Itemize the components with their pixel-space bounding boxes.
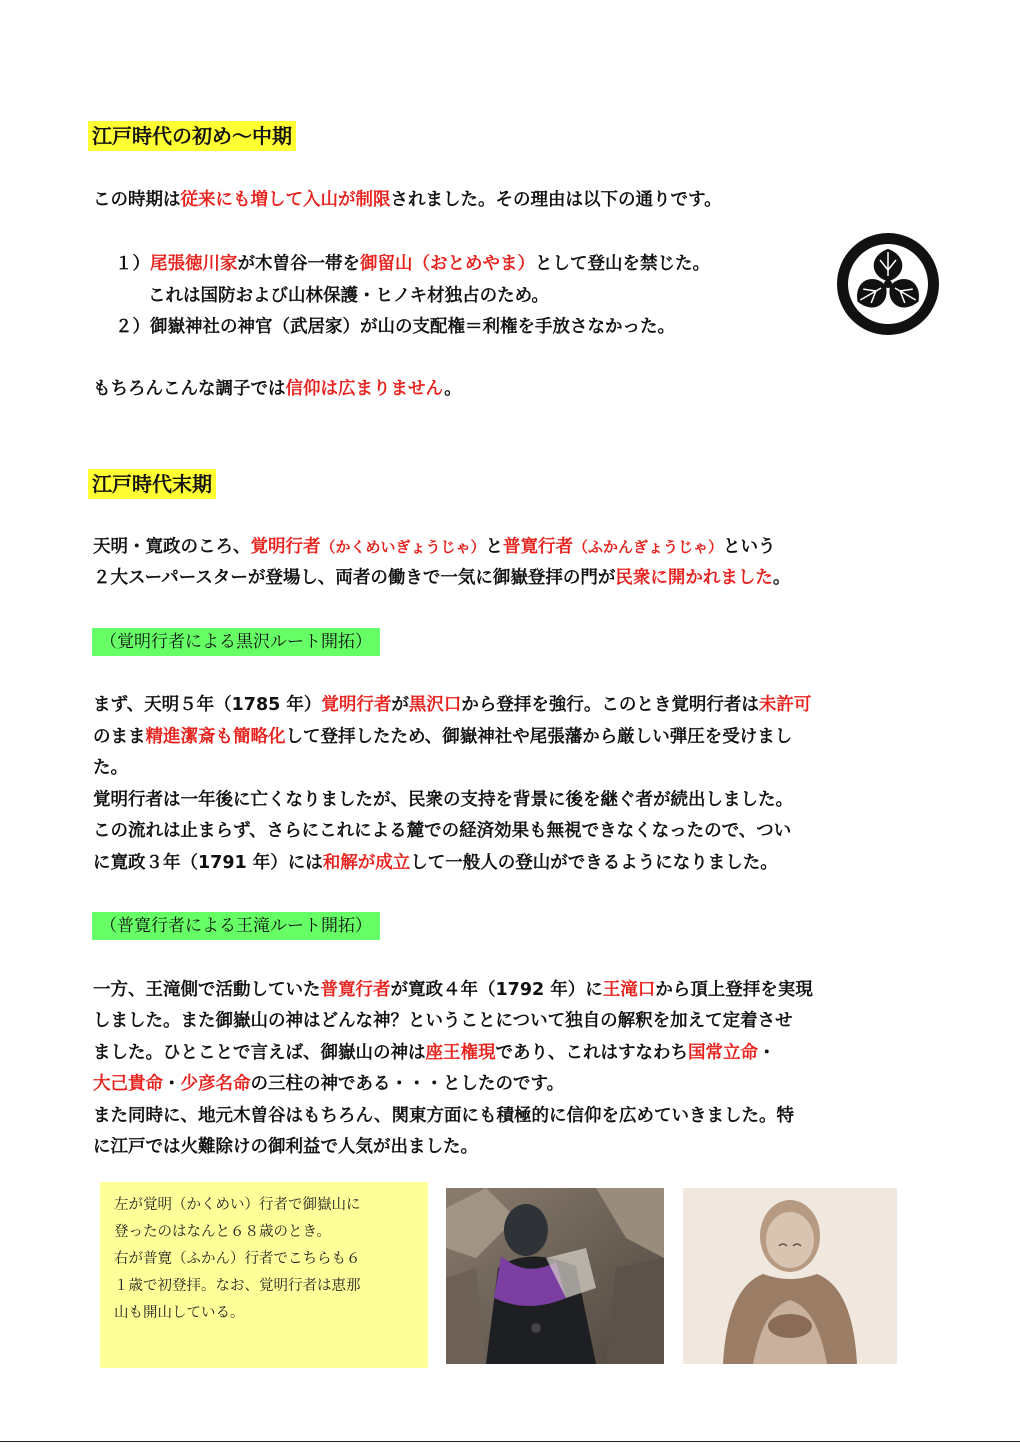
reason-item-1-detail: これは国防および山林保護・ヒノキ材独占のため。 [148, 286, 549, 306]
fukan-line-3: ました。ひとことで言えば、御嶽山の神は座王権現であり、これはすなわち国常立命・ [93, 1043, 776, 1063]
fukan-line-1: 一方、王滝側で活動していた普寛行者が寛政４年（1792 年）に王滝口から頂上登拝を実現 [93, 980, 813, 1000]
reason-item-1: １）尾張徳川家が木曽谷一帯を御留山（おとめやま）として登山を禁じた。 [115, 254, 710, 274]
kakumei-line-2: のまま精進潔斎も簡略化して登拝したため、御嶽神社や尾張藩から厳しい弾圧を受けまし [93, 727, 793, 747]
kakumei-line-4: 覚明行者は一年後に亡くなりましたが、民衆の支持を背景に後を継ぐ者が続出しました。 [93, 790, 793, 810]
kakumei-line-3: た。 [93, 758, 128, 778]
late-edo-line-1: 天明・寛政のころ、覚明行者（かくめいぎょうじゃ）と普寛行者（ふかんぎょうじゃ）という [93, 537, 776, 557]
reason-item-2: ２）御嶽神社の神官（武居家）が山の支配権＝利権を手放さなかった。 [115, 317, 675, 337]
kakumei-statue-photo [446, 1188, 664, 1364]
late-edo-line-2: ２大スーパースターが登場し、両者の働きで一気に御嶽登拝の門が民衆に開かれました。 [93, 568, 791, 588]
kakumei-line-5: この流れは止まらず、さらにこれによる麓での経済効果も無視できなくなったので、つい [93, 821, 792, 841]
intro-line: この時期は従来にも増して入山が制限されました。その理由は以下の通りです。 [93, 190, 722, 210]
section-title-early-edo: 江戸時代の初め～中期 [88, 121, 296, 151]
section-title-late-edo: 江戸時代末期 [88, 469, 216, 499]
page-bottom-rule [0, 1441, 1020, 1442]
fukan-line-6: に江戸では火難除けの御利益で人気が出ました。 [93, 1137, 478, 1157]
subheading-kakumei: （覚明行者による黒沢ルート開拓） [92, 628, 380, 656]
kakumei-line-1: まず、天明５年（1785 年）覚明行者が黒沢口から登拝を強行。このとき覚明行者は未許可 [93, 695, 812, 715]
subheading-fukan: （普寛行者による王滝ルート開拓） [92, 912, 380, 940]
photo-caption-box: 左が覚明（かくめい）行者で御嶽山に 登ったのはなんと６８歳のとき。 右が普寛（ふかん）行者でこちらも６ １歳で初登拝。なお、覚明行者は恵那 山も開山している。 [100, 1182, 428, 1368]
kakumei-line-6: に寛政３年（1791 年）には和解が成立して一般人の登山ができるようになりました。 [93, 853, 778, 873]
fukan-line-4: 大己貴命・少彦名命の三柱の神である・・・としたのです。 [93, 1074, 565, 1094]
fukan-portrait [683, 1188, 897, 1364]
tokugawa-crest-icon [836, 232, 940, 336]
fukan-line-2: しました。また御嶽山の神はどんな神？ということについて独自の解釈を加えて定着させ [93, 1011, 793, 1031]
fukan-line-5: また同時に、地元木曽谷はもちろん、関東方面にも積極的に信仰を広めていきました。特 [93, 1106, 795, 1126]
closing-line: もちろんこんな調子では信仰は広まりません。 [93, 379, 462, 399]
